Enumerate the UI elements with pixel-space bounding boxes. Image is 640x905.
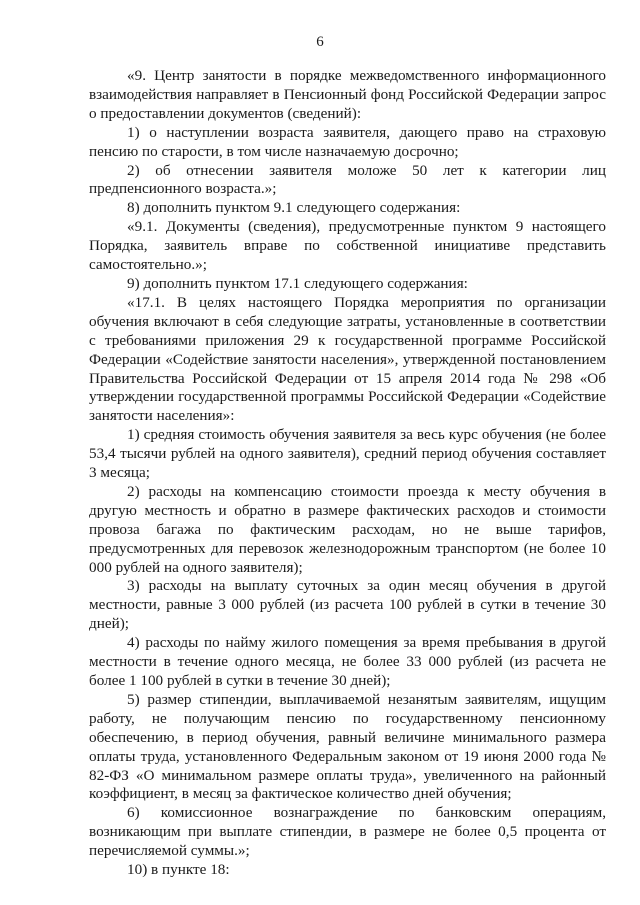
paragraph-item-17-1: «17.1. В целях настоящего Порядка мероприятия по организации обучения включают в себя следующие затраты, установленные в соответствии с требованиями приложения 29 к государственной программе Российской Федерации «Содействие занятости населения», утвержденной постановлением Правительства Российской Федерации от 15 апреля 2014 года № 298 «Об утверждении государственной программы Российской Федерации «Содействие занятости населения»: [89,293,606,425]
paragraph-cost-6: 6) комиссионное вознаграждение по банковским операциям, возникающим при выплате стипендии, в размере не более 0,5 процента от перечисляемой суммы.»; [89,804,606,860]
page-number: 6 [316,34,324,50]
paragraph-cost-3: 3) расходы на выплату суточных за один месяц обучения в другой местности, равные 3 000 рублей (из расчета 100 рублей в сутки в течение 30 дней); [89,577,606,633]
paragraph-cost-5: 5) размер стипендии, выплачиваемой незанятым заявителям, ищущим работу, не получающим пенсию по государственному пенсионному обеспечению, в период обучения, равный величине минимального размера оплаты труда, установленного Федеральным законом от 19 июня 2000 года № 82-ФЗ «О минимальном размере оплаты труда», увеличенного на районный коэффициент, в месяц за фактическое количество дней обучения; [89,690,606,803]
paragraph-subitem-2: 2) об отнесении заявителя моложе 50 лет к категории лиц предпенсионного возраста.»; [89,161,606,198]
document-body [89,67,606,880]
paragraph-amendment-9: 9) дополнить пунктом 17.1 следующего содержания: [127,274,468,292]
paragraph-amendment-10: 10) в пункте 18: [127,861,230,879]
paragraph-item-9-1: «9.1. Документы (сведения), предусмотренные пунктом 9 настоящего Порядка, заявитель вправе по собственной инициативе представить самостоятельно.»; [89,218,606,274]
paragraph-cost-4: 4) расходы по найму жилого помещения за время пребывания в другой местности в течение одного месяца, не более 33 000 рублей (из расчета не более 1 100 рублей в сутки в течение 30 дней); [89,634,606,689]
paragraph-subitem-1: 1) о наступлении возраста заявителя, дающего право на страховую пенсию по старости, в том числе назначаемую досрочно; [89,123,606,160]
paragraph-cost-2: 2) расходы на компенсацию стоимости проезда к месту обучения в другую местность и обратно в размере фактических расходов и стоимости провоза багажа по фактическим расходам, но не выше тарифов, предусмотренных для перевозок железнодорожным транспортом (не более 10 000 рублей на одного заявителя); [89,482,606,576]
paragraph-cost-1: 1) средняя стоимость обучения заявителя за весь курс обучения (не более 53,4 тысячи рублей на одного заявителя), средний период обучения составляет 3 месяца; [89,426,606,482]
paragraph-item-9: «9. Центр занятости в порядке межведомственного информационного взаимодействия направляет в Пенсионный фонд Российской Федерации запрос о предоставлении документов (сведений): [89,67,606,122]
paragraph-amendment-8: 8) дополнить пунктом 9.1 следующего содержания: [127,199,461,217]
